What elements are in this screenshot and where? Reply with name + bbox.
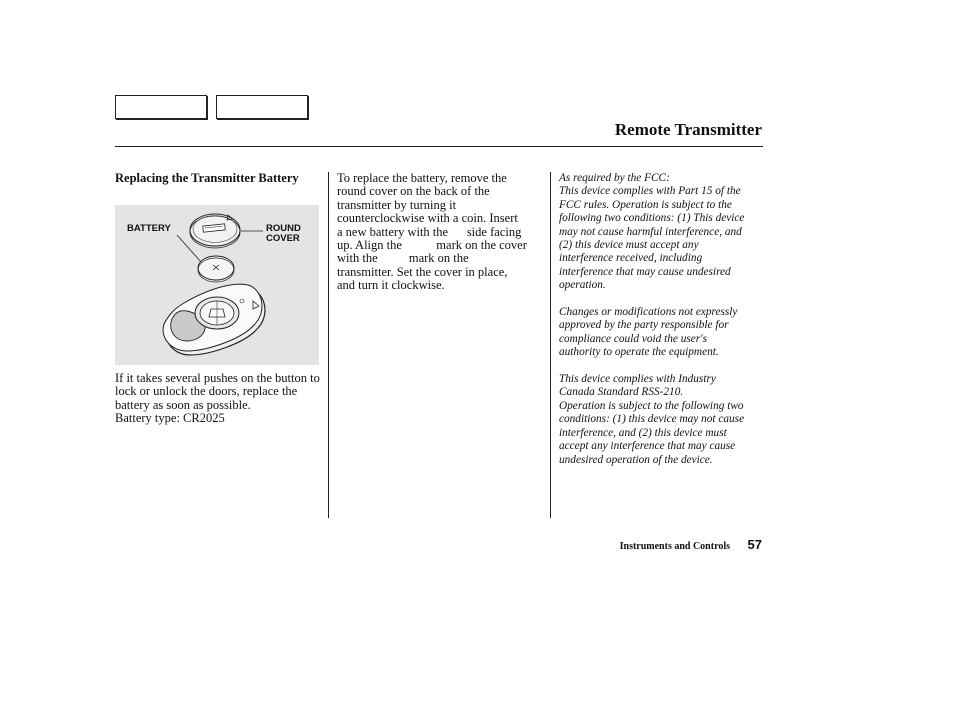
battery-label: BATTERY [127, 223, 171, 234]
industry-canada-line: Operation is subject to the following two [559, 399, 744, 412]
nav-button-contents[interactable] [115, 95, 207, 119]
modifications-paragraph [559, 306, 765, 360]
procedure-line: and turn it clockwise. [337, 278, 445, 293]
modifications-line: compliance could void the user's [559, 332, 707, 345]
procedure-line: round cover on the back of the [337, 184, 490, 199]
fcc-line: As required by the FCC: [559, 172, 670, 184]
fcc-line: (2) this device must accept any [559, 239, 699, 252]
industry-canada-line: interference, and (2) this device must [559, 426, 727, 439]
page-title: Remote Transmitter [614, 120, 762, 139]
fcc-paragraph [559, 172, 765, 293]
section-heading: Replacing the Transmitter Battery [115, 171, 299, 185]
footer-section-title: Instruments and Controls [619, 541, 730, 552]
round-label-line1: ROUND [266, 223, 301, 234]
procedure-line: with the mark on the [337, 251, 469, 266]
industry-canada-paragraph [559, 373, 765, 467]
industry-canada-line: undesired operation of the device. [559, 453, 713, 466]
procedure-line: transmitter by turning it [337, 197, 457, 212]
industry-canada-line: accept any interference that may cause [559, 440, 736, 453]
industry-canada-line: Canada Standard RSS-210. [559, 386, 684, 399]
battery-drawing [198, 256, 234, 282]
fcc-notice [559, 172, 765, 467]
procedure-line: up. Align the mark on the cover [337, 238, 527, 253]
fcc-line: may not cause harmful interference, and [559, 225, 742, 238]
round-label-line2: COVER [266, 233, 300, 244]
industry-canada-line: conditions: (1) this device may not cause [559, 413, 745, 426]
battery-figure [115, 205, 319, 365]
industry-canada-line: This device complies with Industry [559, 373, 716, 386]
fcc-line: This device complies with Part 15 of the [559, 185, 741, 198]
title-rule [115, 146, 763, 147]
column-divider-1 [328, 172, 329, 518]
fcc-line: operation. [559, 279, 606, 292]
modifications-line: Changes or modifications not expressly [559, 306, 738, 319]
column-divider-2 [550, 172, 551, 518]
round-cover-drawing [190, 214, 240, 248]
replace-battery-paragraph: If it takes several pushes on the button to lock or unlock the doors, replace the battery as soon as possible. [115, 371, 320, 412]
procedure-line: counterclockwise with a coin. Insert [337, 211, 518, 226]
battery-instructions [115, 372, 320, 426]
procedure-line: a new battery with the side facing [337, 224, 522, 239]
fcc-line: FCC rules. Operation is subject to the [559, 198, 732, 211]
procedure-line: To replace the battery, remove the [337, 171, 507, 185]
replacement-procedure [337, 172, 542, 293]
transmitter-body-drawing [163, 284, 265, 355]
fcc-line: following two conditions: (1) This device [559, 212, 745, 225]
fcc-line: interference that may cause undesired [559, 265, 731, 278]
round-cover-label [266, 224, 301, 244]
procedure-line: transmitter. Set the cover in place, [337, 264, 508, 279]
fcc-line: interference received, including [559, 252, 703, 265]
battery-type-text: Battery type: CR2025 [115, 411, 225, 426]
modifications-line: approved by the party responsible for [559, 319, 729, 332]
page-number: 57 [747, 537, 762, 552]
nav-button-index[interactable] [216, 95, 308, 119]
modifications-line: authority to operate the equipment. [559, 346, 719, 359]
